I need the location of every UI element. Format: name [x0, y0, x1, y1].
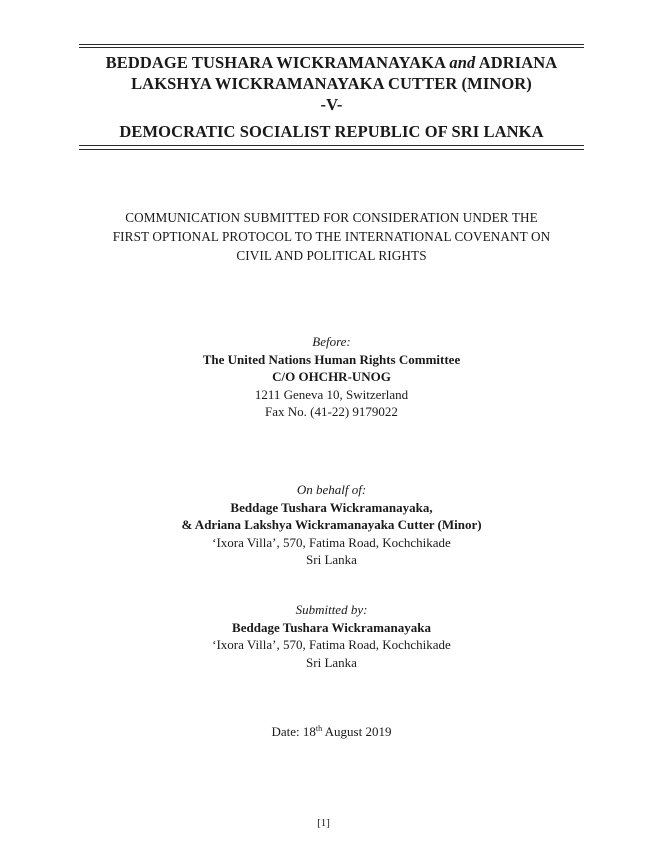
behalf-name-1: Beddage Tushara Wickramanayaka,	[230, 499, 433, 515]
behalf-address: ‘Ixora Villa’, 570, Fatima Road, Kochchikade	[212, 534, 451, 550]
case-title-line-1	[79, 52, 584, 73]
case-title	[79, 52, 584, 142]
communication-line-1: COMMUNICATION SUBMITTED FOR CONSIDERATION UNDER THE	[125, 210, 538, 225]
bottom-rule-outer	[79, 149, 584, 150]
conjunction: and	[449, 53, 476, 72]
behalf-country: Sri Lanka	[306, 552, 357, 568]
versus: -V-	[320, 95, 343, 114]
petitioner-name-2-start: ADRIANA	[478, 53, 558, 72]
before-block	[60, 333, 603, 421]
submitted-by-block	[60, 601, 603, 671]
committee-address: 1211 Geneva 10, Switzerland	[254, 386, 409, 402]
top-rule-outer	[79, 44, 584, 45]
page-number: [1]	[317, 817, 330, 829]
case-title-line-2: LAKSHYA WICKRAMANAYAKA CUTTER (MINOR)	[131, 74, 532, 93]
date-ordinal: th	[315, 724, 323, 733]
submission-date	[60, 723, 603, 741]
on-behalf-block	[60, 481, 603, 569]
bottom-rule-inner	[79, 145, 584, 146]
top-rule-inner	[79, 47, 584, 48]
respondent: DEMOCRATIC SOCIALIST REPUBLIC OF SRI LANKA	[119, 122, 544, 141]
communication-heading	[60, 208, 603, 265]
submitter-country: Sri Lanka	[306, 654, 357, 670]
before-label: Before:	[312, 334, 351, 349]
submitter-name: Beddage Tushara Wickramanayaka	[232, 619, 431, 635]
date-rest: August 2019	[322, 724, 392, 739]
submitter-address: ‘Ixora Villa’, 570, Fatima Road, Kochchikade	[212, 637, 451, 653]
submitted-by-label: Submitted by:	[295, 602, 368, 617]
petitioner-name-1: BEDDAGE TUSHARA WICKRAMANAYAKA	[105, 53, 446, 72]
date-prefix: Date: 18	[271, 724, 316, 739]
care-of: C/O OHCHR-UNOG	[272, 369, 391, 385]
communication-line-2: FIRST OPTIONAL PROTOCOL TO THE INTERNATIONAL COVENANT ON	[112, 229, 551, 244]
on-behalf-label: On behalf of:	[296, 482, 367, 497]
committee-name: The United Nations Human Rights Committee	[202, 351, 461, 367]
committee-fax: Fax No. (41-22) 9179022	[265, 404, 398, 420]
communication-line-3: CIVIL AND POLITICAL RIGHTS	[236, 248, 427, 263]
behalf-name-2: & Adriana Lakshya Wickramanayaka Cutter (Minor)	[181, 517, 482, 533]
